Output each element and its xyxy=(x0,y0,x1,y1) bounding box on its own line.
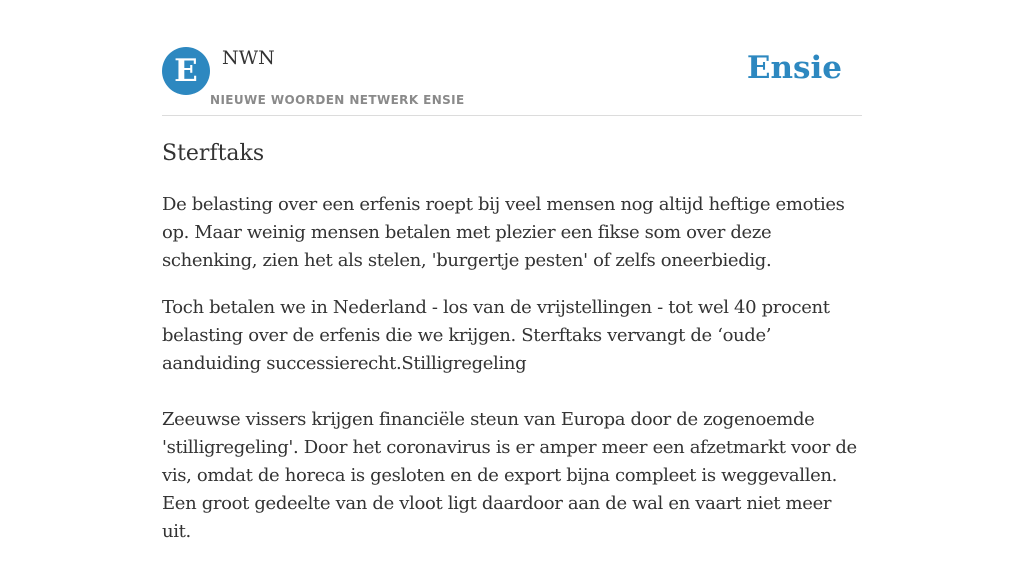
article-paragraph-1: De belasting over een erfenis roept bij veel mensen nog altijd heftige emoties op. Maar weinig mensen betalen met plezier een fikse som over deze schenking, zien het als stelen, 'burgertje pesten' of zelfs oneerbiedig. xyxy=(162,194,845,271)
site-header xyxy=(162,44,862,116)
article-title: Sterftaks xyxy=(162,141,265,166)
article-paragraph-2: Toch betalen we in Nederland - los van de vrijstellingen - tot wel 40 procent belasting over de erfenis die we krijgen. Sterftaks vervangt de ‘oude’ aanduiding successierecht.Stilligregeling xyxy=(162,297,830,374)
ensie-brand-link[interactable]: Ensie xyxy=(746,50,842,86)
site-title[interactable]: NWN xyxy=(222,47,275,69)
article-paragraph-3: Zeeuwse vissers krijgen financiële steun van Europa door de zogenoemde 'stilligregeling'. Door het coronavirus is er amper meer een afzetmarkt voor de vis, omdat de horeca is gesloten en de export bijna compleet is weggevallen. Een groot gedeelte van de vloot ligt daardoor aan de wal en vaart niet meer uit. xyxy=(162,409,857,542)
article xyxy=(162,138,862,565)
ensie-logo-icon[interactable]: E xyxy=(162,47,210,95)
site-subtitle: NIEUWE WOORDEN NETWERK ENSIE xyxy=(210,93,465,107)
